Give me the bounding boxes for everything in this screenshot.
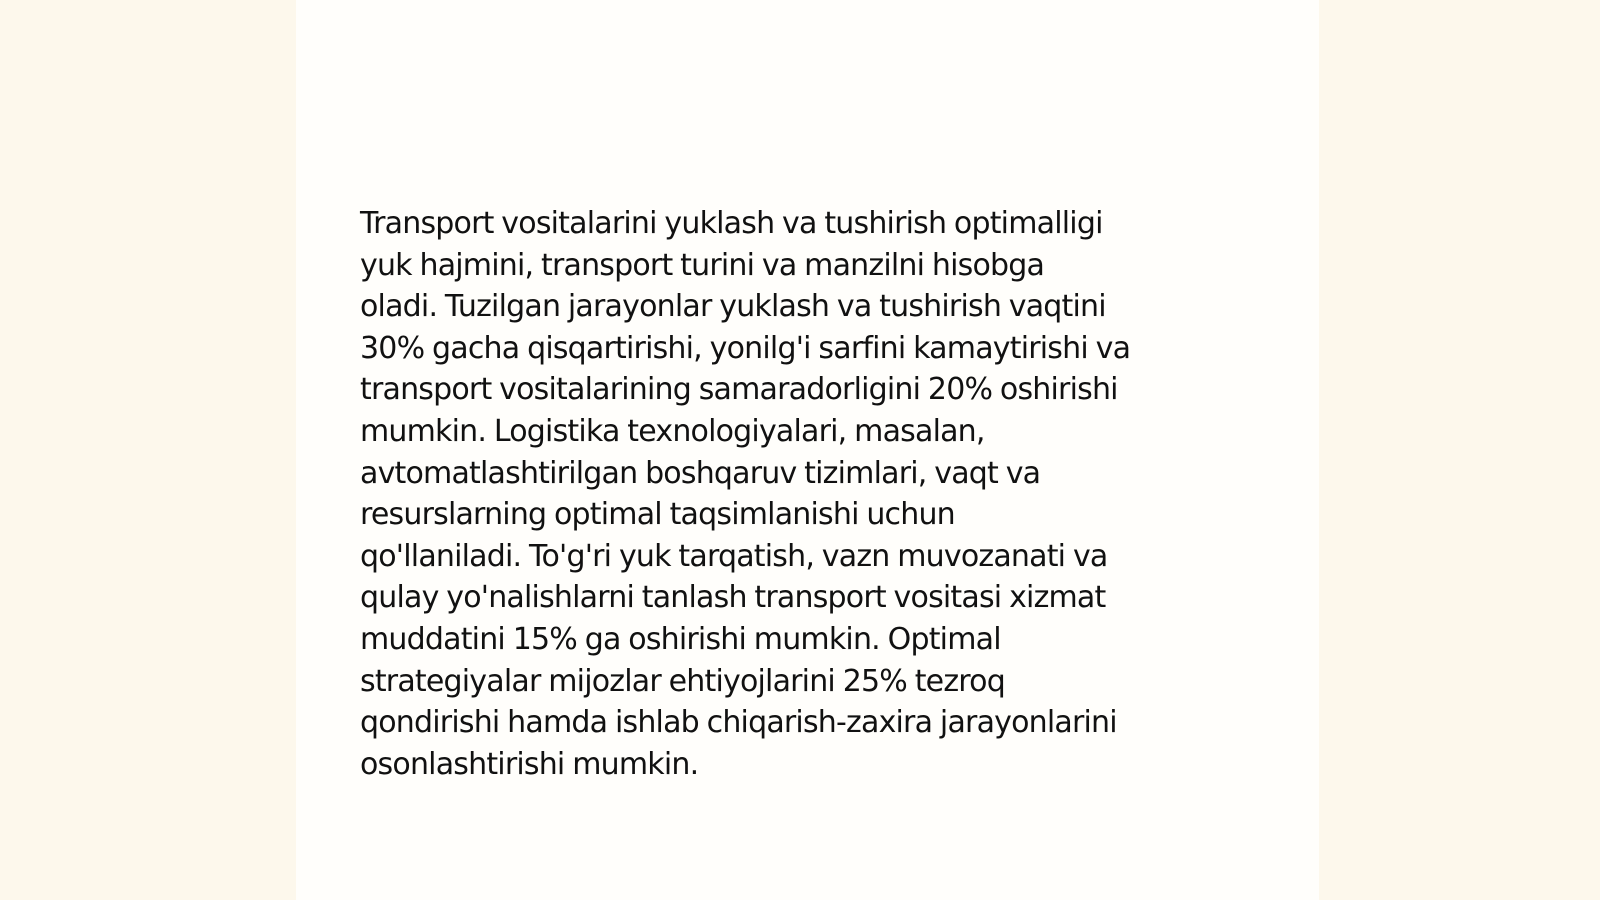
paragraph-line-6: mumkin. Logistika texnologiyalari, masalan, [360, 413, 985, 449]
paragraph-line-5: transport vositalarining samaradorligini 20% oshirishi [360, 372, 1118, 408]
paragraph-line-2: yuk hajmini, transport turini va manzilni hisobga [360, 247, 1045, 283]
paragraph-line-11: muddatini 15% ga oshirishi mumkin. Optimal [360, 621, 1001, 657]
paragraph-line-7: avtomatlashtirilgan boshqaruv tizimlari, vaqt va [360, 455, 1041, 491]
paragraph-line-12: strategiyalar mijozlar ehtiyojlarini 25% tezroq [360, 663, 1005, 699]
body-paragraph [360, 203, 1260, 785]
paragraph-line-1: Transport vositalarini yuklash va tushirish optimalligi [360, 206, 1103, 241]
paragraph-line-9: qo'llaniladi. To'g'ri yuk tarqatish, vazn muvozanati va [360, 538, 1108, 574]
paragraph-line-4: 30% gacha qisqartirishi, yonilg'i sarfini kamaytirishi va [360, 330, 1131, 366]
document-page [296, 0, 1319, 900]
paragraph-line-14: osonlashtirishi mumkin. [360, 746, 699, 782]
paragraph-line-10: qulay yo'nalishlarni tanlash transport vositasi xizmat [360, 580, 1106, 616]
paragraph-line-3: oladi. Tuzilgan jarayonlar yuklash va tushirish vaqtini [360, 289, 1106, 325]
paragraph-line-8: resurslarning optimal taqsimlanishi uchun [360, 497, 955, 533]
paragraph-line-13: qondirishi hamda ishlab chiqarish-zaxira jarayonlarini [360, 705, 1117, 741]
